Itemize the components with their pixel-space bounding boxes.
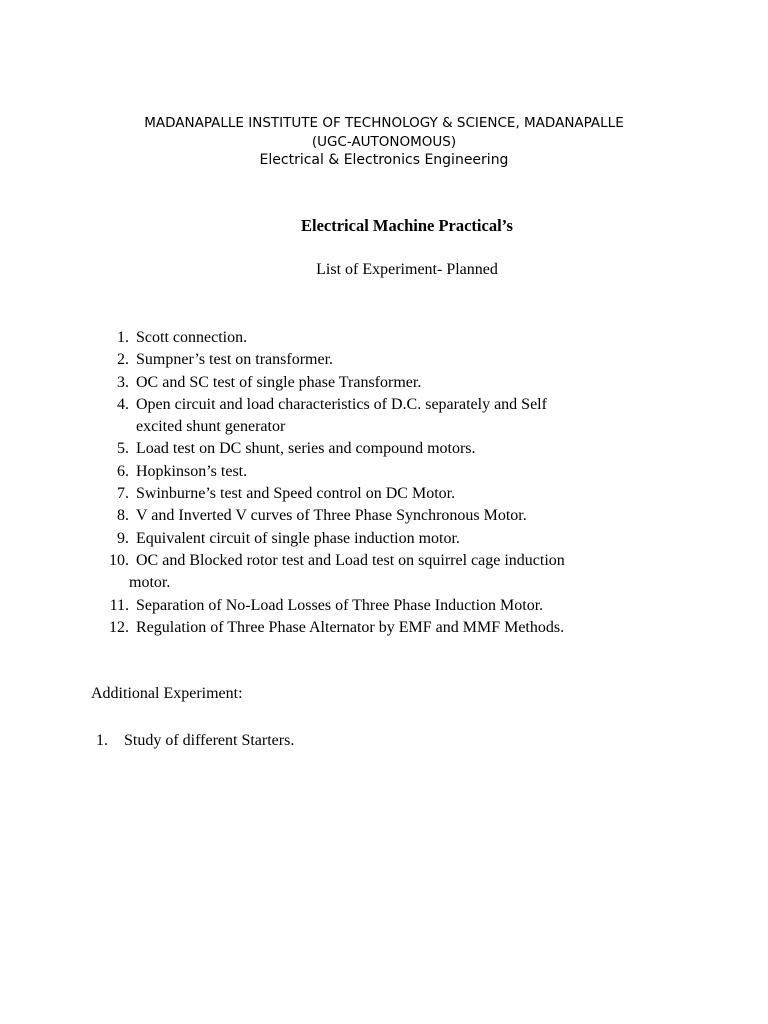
list-item-text: Open circuit and load characteristics of D.C. separately and Self: [136, 395, 547, 413]
list-item: [0, 483, 656, 505]
institute-name: MADANAPALLE INSTITUTE OF TECHNOLOGY & SCIENCE, MADANAPALLE: [144, 115, 624, 131]
list-item-number: 6.: [117, 462, 129, 480]
list-item-text: V and Inverted V curves of Three Phase Synchronous Motor.: [136, 507, 527, 525]
list-item-number: 9.: [117, 529, 129, 547]
list-item: [0, 461, 656, 483]
list-item-number: 10.: [109, 551, 129, 569]
list-item: [0, 349, 656, 371]
list-item-text: Swinburne’s test and Speed control on DC Motor.: [136, 485, 456, 503]
list-item: [0, 327, 656, 349]
list-item: [0, 438, 656, 460]
list-item-text: Sumpner’s test on transformer.: [136, 351, 334, 369]
list-item-number: 5.: [117, 440, 129, 458]
list-item-text: Separation of No-Load Losses of Three Phase Induction Motor.: [136, 596, 544, 614]
list-item-number: 1.: [117, 329, 129, 346]
list-item-text: Equivalent circuit of single phase induction motor.: [136, 529, 460, 547]
document-title: Electrical Machine Practical’s: [301, 216, 513, 235]
list-item: [0, 505, 656, 527]
list-item-text: Study of different Starters.: [124, 732, 295, 749]
list-item-text: OC and Blocked rotor test and Load test on squirrel cage induction: [136, 551, 565, 569]
list-item: [0, 595, 656, 617]
list-item-text: Scott connection.: [136, 329, 248, 346]
list-item: [0, 550, 656, 595]
institute-status: (UGC-AUTONOMOUS): [311, 134, 457, 150]
list-item-number: 11.: [109, 596, 129, 614]
list-item: [0, 394, 656, 439]
list-item-number: 7.: [117, 485, 129, 503]
list-item-text: Hopkinson’s test.: [136, 462, 248, 480]
list-subtitle: List of Experiment- Planned: [316, 261, 498, 278]
list-item-number: 3.: [117, 373, 129, 391]
list-item-text: Load test on DC shunt, series and compound motors.: [136, 440, 476, 458]
list-item: [0, 617, 656, 639]
list-item-number: 4.: [117, 395, 129, 413]
list-item-text-continued: excited shunt generator: [136, 418, 286, 436]
list-item-number: 12.: [109, 618, 129, 636]
list-item: [0, 372, 656, 394]
list-item-text-continued: motor.: [129, 574, 171, 592]
list-item-number: 8.: [117, 507, 129, 525]
department-name: Electrical & Electronics Engineering: [259, 152, 509, 168]
list-item-text: Regulation of Three Phase Alternator by EMF and MMF Methods.: [136, 618, 565, 636]
list-item-number: 2.: [117, 351, 129, 369]
list-item-number: 1.: [96, 732, 108, 749]
experiment-list: [0, 327, 656, 639]
list-item: [0, 528, 656, 550]
additional-experiment-list: [0, 730, 624, 752]
list-item-text: OC and SC test of single phase Transformer.: [136, 373, 422, 391]
list-item: [0, 730, 624, 752]
additional-experiment-heading: Additional Experiment:: [91, 685, 243, 702]
